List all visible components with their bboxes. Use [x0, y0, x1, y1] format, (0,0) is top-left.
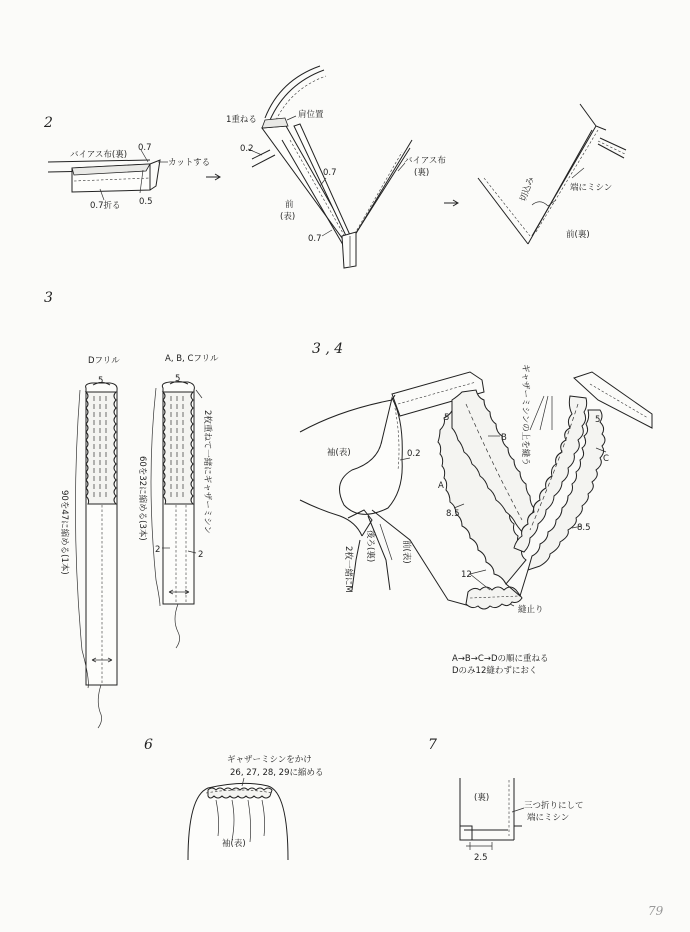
- order-note-2: Dのみ12縫わずにおく: [452, 666, 538, 676]
- step-6: [144, 737, 323, 860]
- dim-07-a: 0.7: [138, 143, 152, 153]
- tri-fold-label: 三つ折りにして: [524, 801, 584, 811]
- shoulder-position-label: 肩位置: [298, 110, 324, 120]
- step-3: [44, 290, 219, 728]
- dim-85b: 8.5: [577, 523, 591, 533]
- step-7-number: 7: [428, 737, 437, 753]
- step-2-notch-stitch: [478, 104, 626, 244]
- gather-note-1: ギャザーミシンをかけ: [227, 755, 312, 765]
- two-together-label: 2枚一緒にM: [343, 546, 353, 593]
- back-7-label: (裏): [474, 793, 490, 803]
- bias-cloth-back-2-label: (裏): [414, 168, 430, 178]
- dim-02-sleeve: 0.2: [407, 449, 421, 459]
- abc-frill-strip: [151, 382, 202, 649]
- step-arrow-2: [444, 200, 458, 206]
- step-2-number: 2: [44, 115, 53, 131]
- sleeve-face-6-label: 袖(表): [222, 839, 246, 849]
- label-b: B: [501, 433, 507, 443]
- order-note-1: A→B→C→Dの順に重ねる: [452, 654, 549, 664]
- overlap-1-label: 1重ねる: [226, 115, 257, 125]
- dim-02: 0.2: [240, 144, 254, 154]
- d-gather-label: 90を47に縮める(1本): [59, 490, 69, 575]
- d-top-dim: 5: [98, 376, 104, 386]
- fold-07-label: 0.7折る: [90, 201, 121, 211]
- front-label: 前: [285, 200, 294, 210]
- abc-two-layers-label: 2枚重ねて一緒にギャザーミシン: [202, 410, 212, 534]
- stitch-stop-label: 縫止り: [518, 605, 544, 615]
- bias-cloth-label: バイアス布: [404, 156, 446, 166]
- step-arrow-1: [206, 174, 220, 180]
- gather-note-2: 26, 27, 28, 29に縮める: [230, 768, 324, 778]
- step-2: [43, 66, 626, 268]
- step-3-4: [300, 341, 652, 676]
- edge-stitch-7-label: 端にミシン: [527, 813, 570, 823]
- front-face-label: (表): [280, 212, 296, 222]
- front-face-34-label: 前(表): [401, 540, 411, 564]
- dim-2a: 2: [155, 545, 161, 555]
- hem-fold: [460, 778, 524, 850]
- step-3-4-number: 3 , 4: [312, 341, 344, 357]
- dim-07-b: 0.7: [323, 168, 337, 178]
- label-a: A: [438, 481, 444, 491]
- step-6-number: 6: [144, 737, 153, 753]
- back-back-label: 後ろ(裏): [365, 530, 375, 563]
- abc-gather-label: 60を32に縮める(3本): [137, 456, 147, 541]
- dim-12: 12: [461, 570, 472, 580]
- dim-05: 0.5: [139, 197, 153, 207]
- gather-seam-label: ギャザーミシンの上を縫う: [520, 364, 530, 466]
- d-frill-strip: [75, 383, 117, 729]
- label-c: C: [603, 454, 609, 464]
- dim-5a: 5: [444, 413, 450, 423]
- d-frill-label: Dフリル: [88, 356, 120, 366]
- step-3-number: 3: [44, 290, 53, 306]
- bias-cloth-back-label: バイアス布(裏): [70, 150, 128, 160]
- dim-85a: 8.5: [446, 509, 460, 519]
- front-back-label: 前(裏): [566, 230, 590, 240]
- dim-2b: 2: [198, 550, 204, 560]
- cut-label: カットする: [168, 158, 211, 168]
- dim-25: 2.5: [474, 853, 488, 863]
- abc-frill-label: A, B, Cフリル: [165, 354, 219, 364]
- step-2-vneck-bias: [248, 66, 412, 268]
- page-number: 79: [648, 904, 664, 918]
- abc-top-dim: 5: [175, 374, 181, 384]
- dim-07-c: 0.7: [308, 234, 322, 244]
- sleeve-face-label: 袖(表): [327, 448, 351, 458]
- edge-stitch-label: 端にミシン: [570, 183, 613, 193]
- notch-label: 切込み: [518, 175, 537, 204]
- dim-5b: 5: [595, 415, 601, 425]
- step-7: [428, 737, 584, 863]
